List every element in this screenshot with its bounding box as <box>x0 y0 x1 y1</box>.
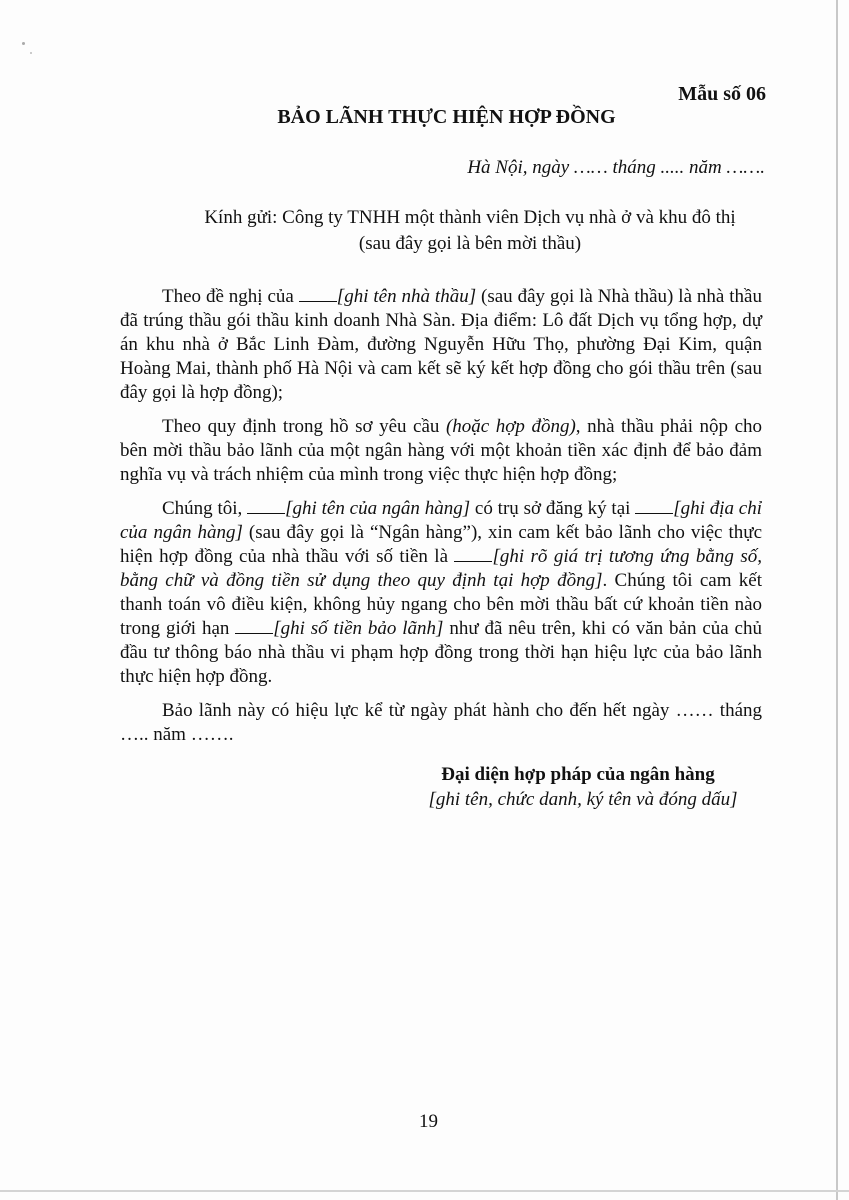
scan-speck <box>22 42 25 45</box>
fill-blank <box>299 285 337 302</box>
page-edge-shadow <box>836 0 838 1200</box>
paragraph-4: Bảo lãnh này có hiệu lực kể từ ngày phát hành cho đến hết ngày …… tháng ….. năm ……. <box>120 700 762 745</box>
placeholder-hint: [ghi rõ giá trị tương ứng bằng số, bằng chữ và đồng tiền sử dụng theo quy định tại hợp đồng] <box>120 546 762 591</box>
page-bottom-shadow <box>0 1190 849 1192</box>
signature-block <box>378 762 748 812</box>
text: Theo đề nghị của <box>162 286 299 307</box>
placeholder-hint: [ghi tên nhà thầu] <box>336 286 477 307</box>
text: (sau đây gọi là “Ngân hàng”), xin cam kết bảo lãnh cho việc thực hiện hợp đồng của nhà thầu với số tiền là <box>120 522 763 567</box>
fill-blank <box>635 497 673 514</box>
text: , nhà thầu phải nộp cho bên mời thầu bảo lãnh của một ngân hàng với một khoản tiền xác định để bảo đảm nghĩa vụ và trách nhiệm của mình trong việc thực hiện hợp đồng; <box>120 416 763 485</box>
date-line: Hà Nội, ngày …… tháng ..... năm ……. <box>467 157 765 178</box>
signer-instruction: [ghi tên, chức danh, ký tên và đóng dấu] <box>428 789 738 810</box>
recipient-block <box>120 205 820 257</box>
document-title: BẢO LÃNH THỰC HIỆN HỢP ĐỒNG <box>277 106 616 128</box>
signer-role: Đại diện hợp pháp của ngân hàng <box>441 764 715 785</box>
text: Theo quy định trong hồ sơ yêu cầu <box>162 416 446 437</box>
text: như đã nêu trên, khi có văn bản của chủ đầu tư thông báo nhà thầu vi phạm hợp đồng trong thời hạn hiệu lực của bảo lãnh thực hiện hợp đồng. <box>120 618 762 687</box>
placeholder-hint: [ghi số tiền bảo lãnh] <box>273 618 444 639</box>
text: (sau đây gọi là Nhà thầu) là nhà thầu đã trúng thầu gói thầu kinh doanh Nhà Sàn. Địa điểm: Lô đất Dịch vụ tổng hợp, dự án khu nhà ở Bắc Linh Đàm, đường Nguyễn Hữu Thọ, phường Đại Kim, quận Hoàng Mai, thành phố Hà Nội và cam kết sẽ ký kết hợp đồng cho gói thầu trên (sau đây gọi là hợp đồng); <box>120 286 762 403</box>
text: . Chúng tôi cam kết thanh toán vô điều kiện, không hủy ngang cho bên mời thầu bất cứ khoản tiền nào trong giới hạn <box>120 570 762 639</box>
fill-blank <box>235 617 273 634</box>
paragraph-3 <box>120 497 762 689</box>
form-number: Mẫu số 06 <box>678 83 766 105</box>
paragraph-1 <box>120 285 762 405</box>
recipient-line: Kính gửi: Công ty TNHH một thành viên Dịch vụ nhà ở và khu đô thị <box>204 207 736 228</box>
fill-blank <box>454 545 492 562</box>
placeholder-hint: [ghi địa chỉ của ngân hàng] <box>120 498 763 543</box>
text: có trụ sở đăng ký tại <box>470 498 636 519</box>
document-body <box>120 285 762 747</box>
fill-blank <box>247 497 285 514</box>
recipient-note: (sau đây gọi là bên mời thầu) <box>358 233 582 254</box>
page-number: 19 <box>419 1111 438 1132</box>
paragraph-2 <box>120 415 762 487</box>
text: Chúng tôi, <box>162 498 248 519</box>
placeholder-hint: [ghi tên của ngân hàng] <box>285 498 471 519</box>
placeholder-hint: (hoặc hợp đồng) <box>445 416 576 437</box>
scan-speck <box>30 52 32 54</box>
